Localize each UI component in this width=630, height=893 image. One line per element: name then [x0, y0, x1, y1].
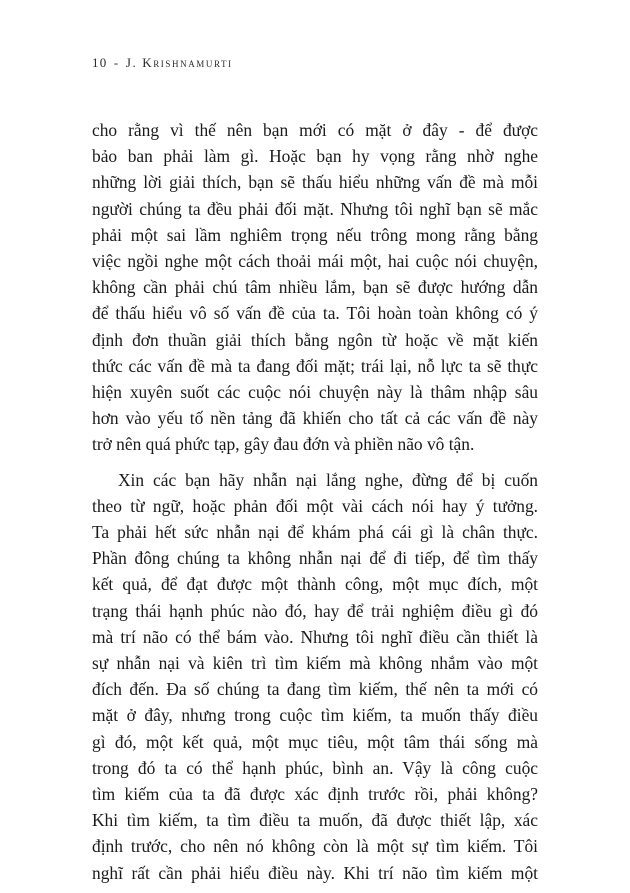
- text-line: trạng thái hạnh phúc nào đó, hay để trải nghiệm điều gì đó: [92, 600, 538, 621]
- text-line: Xin các bạn hãy nhẫn nại lắng nghe, đừng để bị cuốn: [118, 469, 538, 490]
- text-line: mặt ở đây, nhưng trong cuộc tìm kiếm, ta muốn thấy điều: [92, 705, 538, 726]
- author-name: J. Krishnamurti: [125, 55, 233, 70]
- text-line: tìm kiếm của ta đã được xác định trước rồi, phải không?: [92, 784, 538, 805]
- paragraph-1: [92, 117, 538, 458]
- text-line: Khi tìm kiếm, ta tìm điều ta muốn, đã được thiết lập, xác: [92, 810, 538, 831]
- text-line: theo từ ngữ, hoặc phản đối một vài cách nói hay ý tưởng.: [92, 495, 538, 516]
- text-line: định đơn thuần giải thích bằng ngôn từ hoặc về mặt kiến: [92, 329, 538, 350]
- text-line: việc ngồi nghe một cách thoải mái một, hai cuộc nói chuyện,: [92, 251, 538, 272]
- text-line: không cần phải chú tâm nhiều lắm, bạn sẽ được hướng dẫn: [92, 277, 538, 298]
- text-line: người chúng ta đều phải đối mặt. Nhưng tôi nghĩ bạn sẽ mắc: [92, 198, 538, 219]
- text-line: trong đó ta có thể hạnh phúc, bình an. Vậy là công cuộc: [92, 757, 538, 778]
- body-text: [92, 117, 538, 886]
- text-line: cho rằng vì thế nên bạn mới có mặt ở đây - để được: [92, 120, 538, 140]
- text-line: đích đến. Đa số chúng ta đang tìm kiếm, thế nên ta mới có: [92, 679, 538, 700]
- text-line: sự nhẫn nại và kiên trì tìm kiếm mà không nhắm vào một: [92, 653, 538, 674]
- text-line: để thấu hiểu vô số vấn đề của ta. Tôi hoàn toàn không có ý: [92, 303, 538, 324]
- text-line: thức các vấn đề mà ta đang đối mặt; trái lại, nỗ lực ta sẽ thực: [92, 355, 538, 376]
- paragraph-gap: [92, 458, 538, 467]
- text-line: Phần đông chúng ta không nhẫn nại để đi tiếp, để tìm thấy: [92, 548, 538, 569]
- text-line: kết quả, để đạt được một thành công, một mục đích, một: [92, 574, 538, 595]
- header-separator: -: [113, 55, 120, 70]
- text-line: trở nên quá phức tạp, gây đau đớn và phiền não vô tận.: [92, 434, 475, 455]
- text-line: hiện xuyên suốt các cuộc nói chuyện này là thâm nhập sâu: [92, 382, 538, 403]
- running-header: [92, 55, 233, 71]
- text-line: bảo ban phải làm gì. Hoặc bạn hy vọng rằng nhờ nghe: [92, 146, 538, 167]
- text-line: những lời giải thích, bạn sẽ thấu hiểu những vấn đề mà mỗi: [92, 172, 538, 193]
- text-line: định trước, cho nên nó không còn là một sự tìm kiếm. Tôi: [92, 836, 538, 857]
- text-line: gì đó, một kết quả, một mục tiêu, một tâm thái sống mà: [92, 731, 538, 752]
- text-line: nghĩ rất cần phải hiểu điều này. Khi trí não tìm kiếm một: [92, 862, 538, 883]
- text-line: mà trí não có thể bám vào. Nhưng tôi nghĩ điều cần thiết là: [92, 626, 538, 647]
- paragraph-2: [92, 467, 538, 886]
- page-number: 10: [92, 55, 108, 70]
- text-line: hơn vào yếu tố nền tảng đã khiến cho tất cả các vấn đề này: [92, 408, 538, 429]
- text-line: Ta phải hết sức nhẫn nại để khám phá cái gì là chân thực.: [92, 522, 538, 543]
- text-line: phải một sai lầm nghiêm trọng nếu trông mong rằng bằng: [92, 224, 538, 245]
